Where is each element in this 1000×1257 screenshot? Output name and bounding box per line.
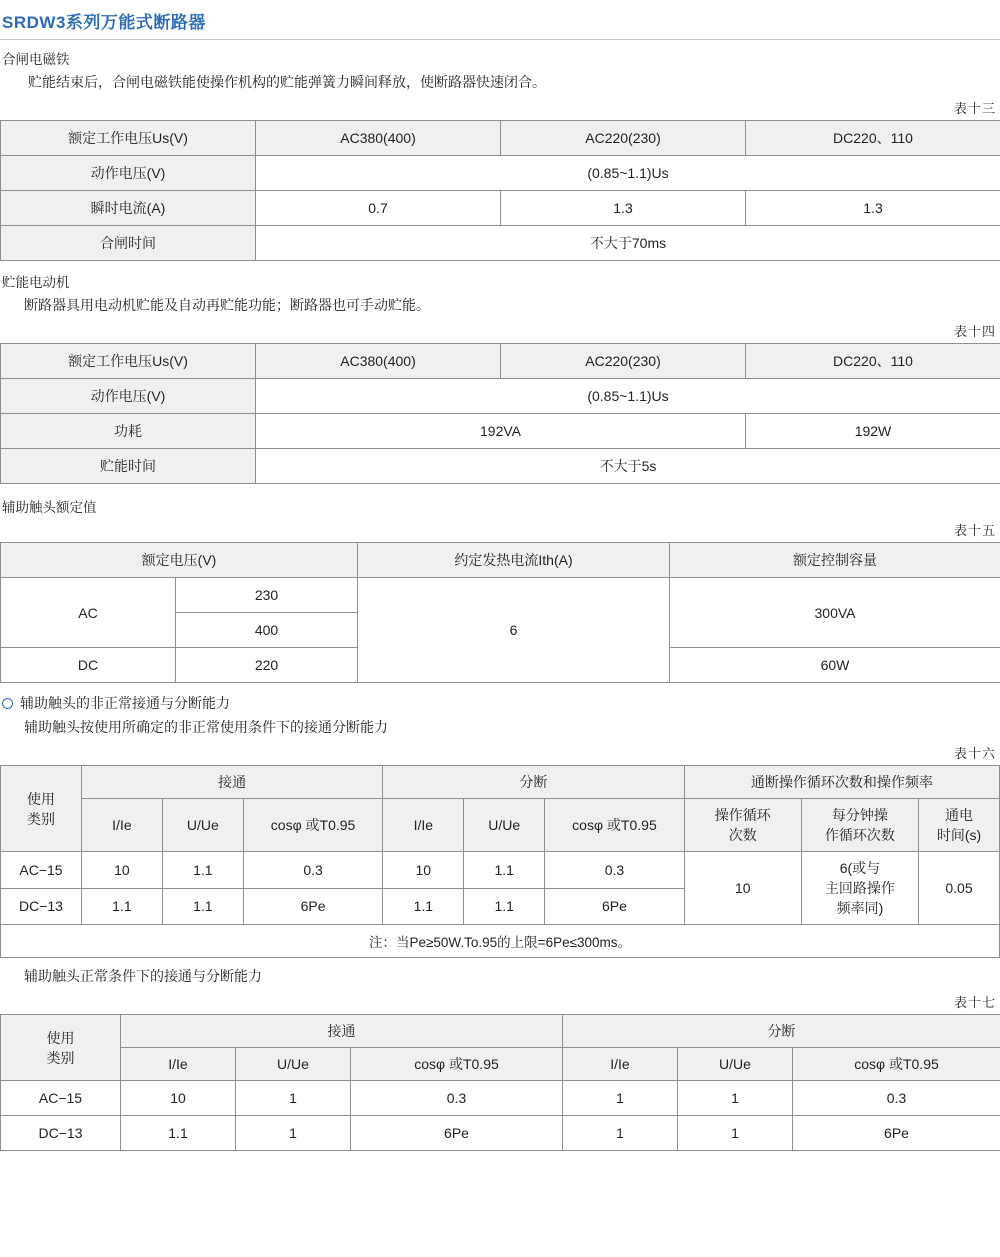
- subheader-make-i-ie: I/Ie: [121, 1048, 236, 1081]
- table-row: [1, 925, 1000, 958]
- section-paragraph-storage-motor: 断路器具用电动机贮能及自动再贮能功能；断路器也可手动贮能。: [24, 297, 430, 313]
- cell-break-u: 1.1: [464, 888, 545, 925]
- cell-break-i: 1: [563, 1116, 678, 1151]
- subheader-op-cycles-line2: 次数: [728, 827, 757, 843]
- table-row: [1, 121, 1000, 156]
- header-rated-voltage: 额定电压(V): [1, 543, 358, 578]
- table-closing-solenoid: [0, 120, 1000, 261]
- cell-break-u: 1.1: [464, 852, 545, 889]
- table-row: [1, 1048, 1000, 1081]
- row-label: 功耗: [1, 414, 256, 449]
- row-label: 合闸时间: [1, 226, 256, 261]
- section-paragraph-normal: 辅助触头正常条件下的接通与分断能力: [24, 968, 262, 984]
- cell-break-u: 1: [678, 1116, 793, 1151]
- table-row: [1, 414, 1000, 449]
- cell-category-dc13: DC−13: [1, 888, 82, 925]
- cell-category-dc13: DC−13: [1, 1116, 121, 1151]
- table-row: [1, 379, 1000, 414]
- cell-break-i: 1.1: [383, 888, 464, 925]
- cell-dc220: DC220、110: [746, 344, 1000, 379]
- subheader-duration-line2: 时间(s): [936, 827, 982, 843]
- cell-operating-voltage: (0.85~1.1)Us: [256, 156, 1000, 191]
- subheader-break-cos: cosφ 或T0.95: [545, 799, 685, 852]
- circle-bullet-icon: [2, 698, 13, 709]
- table-caption-16: 表十六: [953, 746, 996, 761]
- cell-make-i: 10: [121, 1081, 236, 1116]
- cell-break-i: 1: [563, 1081, 678, 1116]
- table-row: [1, 344, 1000, 379]
- cell-make-i: 1.1: [121, 1116, 236, 1151]
- cell-operating-voltage: (0.85~1.1)Us: [256, 379, 1000, 414]
- cell-ac220: AC220(230): [501, 121, 746, 156]
- table-abnormal-capacity: [0, 765, 1000, 958]
- cell-make-u: 1.1: [162, 852, 243, 889]
- subheader-duration: [919, 799, 1000, 852]
- subheader-break-u-ue: U/Ue: [678, 1048, 793, 1081]
- cell-power-ac: 192VA: [256, 414, 746, 449]
- cell-current-1: 0.7: [256, 191, 501, 226]
- cell-storage-time: 不大于5s: [256, 449, 1000, 484]
- row-label: 贮能时间: [1, 449, 256, 484]
- section-paragraph-abnormal: 辅助触头按使用所确定的非正常使用条件下的接通分断能力: [24, 719, 388, 735]
- header-thermal-current: 约定发热电流Ith(A): [358, 543, 670, 578]
- cell-make-cos: 6Pe: [351, 1116, 563, 1151]
- table-caption-14: 表十四: [953, 324, 996, 339]
- row-label: 额定工作电压Us(V): [1, 121, 256, 156]
- header-usage-category: [1, 1015, 121, 1081]
- subheader-break-i-ie: I/Ie: [563, 1048, 678, 1081]
- cell-ac380: AC380(400): [256, 344, 501, 379]
- page-title: SRDW3系列万能式断路器: [2, 13, 206, 32]
- table-row: [1, 226, 1000, 261]
- cell-break-cos: 0.3: [545, 852, 685, 889]
- cell-dc220: DC220、110: [746, 121, 1000, 156]
- table-row: [1, 1015, 1000, 1048]
- cell-closing-time: 不大于70ms: [256, 226, 1000, 261]
- subheader-make-u-ue: U/Ue: [236, 1048, 351, 1081]
- header-break: 分断: [563, 1015, 1000, 1048]
- table-row: [1, 191, 1000, 226]
- row-label: 瞬时电流(A): [1, 191, 256, 226]
- header-usage-line1: 使用: [46, 1029, 75, 1046]
- cell-break-cos: 6Pe: [793, 1116, 1000, 1151]
- cell-voltage-220: 220: [176, 648, 358, 683]
- cell-ac380: AC380(400): [256, 121, 501, 156]
- cell-capacity-300va: 300VA: [670, 578, 1000, 648]
- section-heading-aux-ratings: 辅助触头额定值: [2, 500, 97, 515]
- subheader-op-cycles-line1: 操作循环: [714, 807, 771, 823]
- cell-type-ac: AC: [1, 578, 176, 648]
- subheader-make-i-ie: I/Ie: [81, 799, 162, 852]
- subheader-make-cos: cosφ 或T0.95: [243, 799, 383, 852]
- cell-power-dc: 192W: [746, 414, 1000, 449]
- header-make: 接通: [121, 1015, 563, 1048]
- cell-current-2: 1.3: [501, 191, 746, 226]
- row-label: 动作电压(V): [1, 379, 256, 414]
- table-row: [1, 543, 1000, 578]
- cell-per-minute-line2: 主回路操作: [824, 880, 895, 896]
- cell-op-cycles: 10: [684, 852, 801, 925]
- row-label: 额定工作电压Us(V): [1, 344, 256, 379]
- subheader-make-cos: cosφ 或T0.95: [351, 1048, 563, 1081]
- table-row: [1, 1081, 1000, 1116]
- table-normal-capacity: [0, 1014, 1000, 1151]
- subheader-per-minute-line2: 作循环次数: [824, 827, 895, 843]
- table-row: [1, 578, 1000, 613]
- header-operation-cycles: 通断操作循环次数和操作频率: [684, 766, 999, 799]
- subheader-break-cos: cosφ 或T0.95: [793, 1048, 1000, 1081]
- header-usage-line2: 类别: [46, 1049, 75, 1066]
- cell-ac220: AC220(230): [501, 344, 746, 379]
- cell-duration: 0.05: [919, 852, 1000, 925]
- bullet-heading-abnormal: [2, 693, 1000, 713]
- subheader-make-u-ue: U/Ue: [162, 799, 243, 852]
- table-caption-15: 表十五: [953, 523, 996, 538]
- section-heading-closing-solenoid: 合闸电磁铁: [2, 52, 70, 67]
- section-paragraph-closing-solenoid: 贮能结束后，合闸电磁铁能使操作机构的贮能弹簧力瞬间释放，使断路器快速闭合。: [28, 74, 546, 90]
- cell-break-cos: 0.3: [793, 1081, 1000, 1116]
- header-make: 接通: [81, 766, 382, 799]
- cell-voltage-230: 230: [176, 578, 358, 613]
- cell-break-cos: 6Pe: [545, 888, 685, 925]
- subheader-per-minute-line1: 每分钟操: [831, 807, 888, 823]
- cell-voltage-400: 400: [176, 613, 358, 648]
- table-row: [1, 449, 1000, 484]
- section-heading-storage-motor: 贮能电动机: [2, 275, 70, 290]
- header-usage-category: [1, 766, 82, 852]
- cell-current-3: 1.3: [746, 191, 1000, 226]
- cell-category-ac15: AC−15: [1, 852, 82, 889]
- table-row: [1, 766, 1000, 799]
- cell-per-minute-line1: 6(或与: [839, 860, 881, 876]
- cell-make-cos: 6Pe: [243, 888, 383, 925]
- cell-break-i: 10: [383, 852, 464, 889]
- cell-make-i: 10: [81, 852, 162, 889]
- cell-make-u: 1: [236, 1116, 351, 1151]
- cell-make-u: 1.1: [162, 888, 243, 925]
- header-break: 分断: [383, 766, 684, 799]
- header-control-capacity: 额定控制容量: [670, 543, 1000, 578]
- cell-make-cos: 0.3: [351, 1081, 563, 1116]
- title-divider: [0, 39, 1000, 40]
- table-caption-17: 表十七: [953, 995, 996, 1010]
- cell-make-cos: 0.3: [243, 852, 383, 889]
- table-row: [1, 852, 1000, 889]
- cell-make-u: 1: [236, 1081, 351, 1116]
- cell-category-ac15: AC−15: [1, 1081, 121, 1116]
- table-caption-13: 表十三: [953, 101, 996, 116]
- subheader-op-cycles: [684, 799, 801, 852]
- table-storage-motor: [0, 343, 1000, 484]
- subheader-duration-line1: 通电: [945, 807, 973, 823]
- cell-per-minute: [801, 852, 918, 925]
- cell-type-dc: DC: [1, 648, 176, 683]
- table-aux-ratings: [0, 542, 1000, 683]
- table-row: [1, 156, 1000, 191]
- row-label: 动作电压(V): [1, 156, 256, 191]
- table-note: 注：当Pe≥50W.To.95的上限=6Pe≤300ms。: [1, 925, 1000, 958]
- bullet-heading-text: 辅助触头的非正常接通与分断能力: [20, 695, 230, 711]
- table-row: [1, 799, 1000, 852]
- subheader-break-u-ue: U/Ue: [464, 799, 545, 852]
- cell-break-u: 1: [678, 1081, 793, 1116]
- cell-ith: 6: [358, 578, 670, 683]
- table-row: [1, 1116, 1000, 1151]
- subheader-break-i-ie: I/Ie: [383, 799, 464, 852]
- subheader-per-minute: [801, 799, 918, 852]
- cell-per-minute-line3: 频率同): [836, 900, 884, 916]
- cell-make-i: 1.1: [81, 888, 162, 925]
- cell-capacity-60w: 60W: [670, 648, 1000, 683]
- header-usage-line1: 使用: [26, 790, 55, 807]
- header-usage-line2: 类别: [26, 810, 55, 827]
